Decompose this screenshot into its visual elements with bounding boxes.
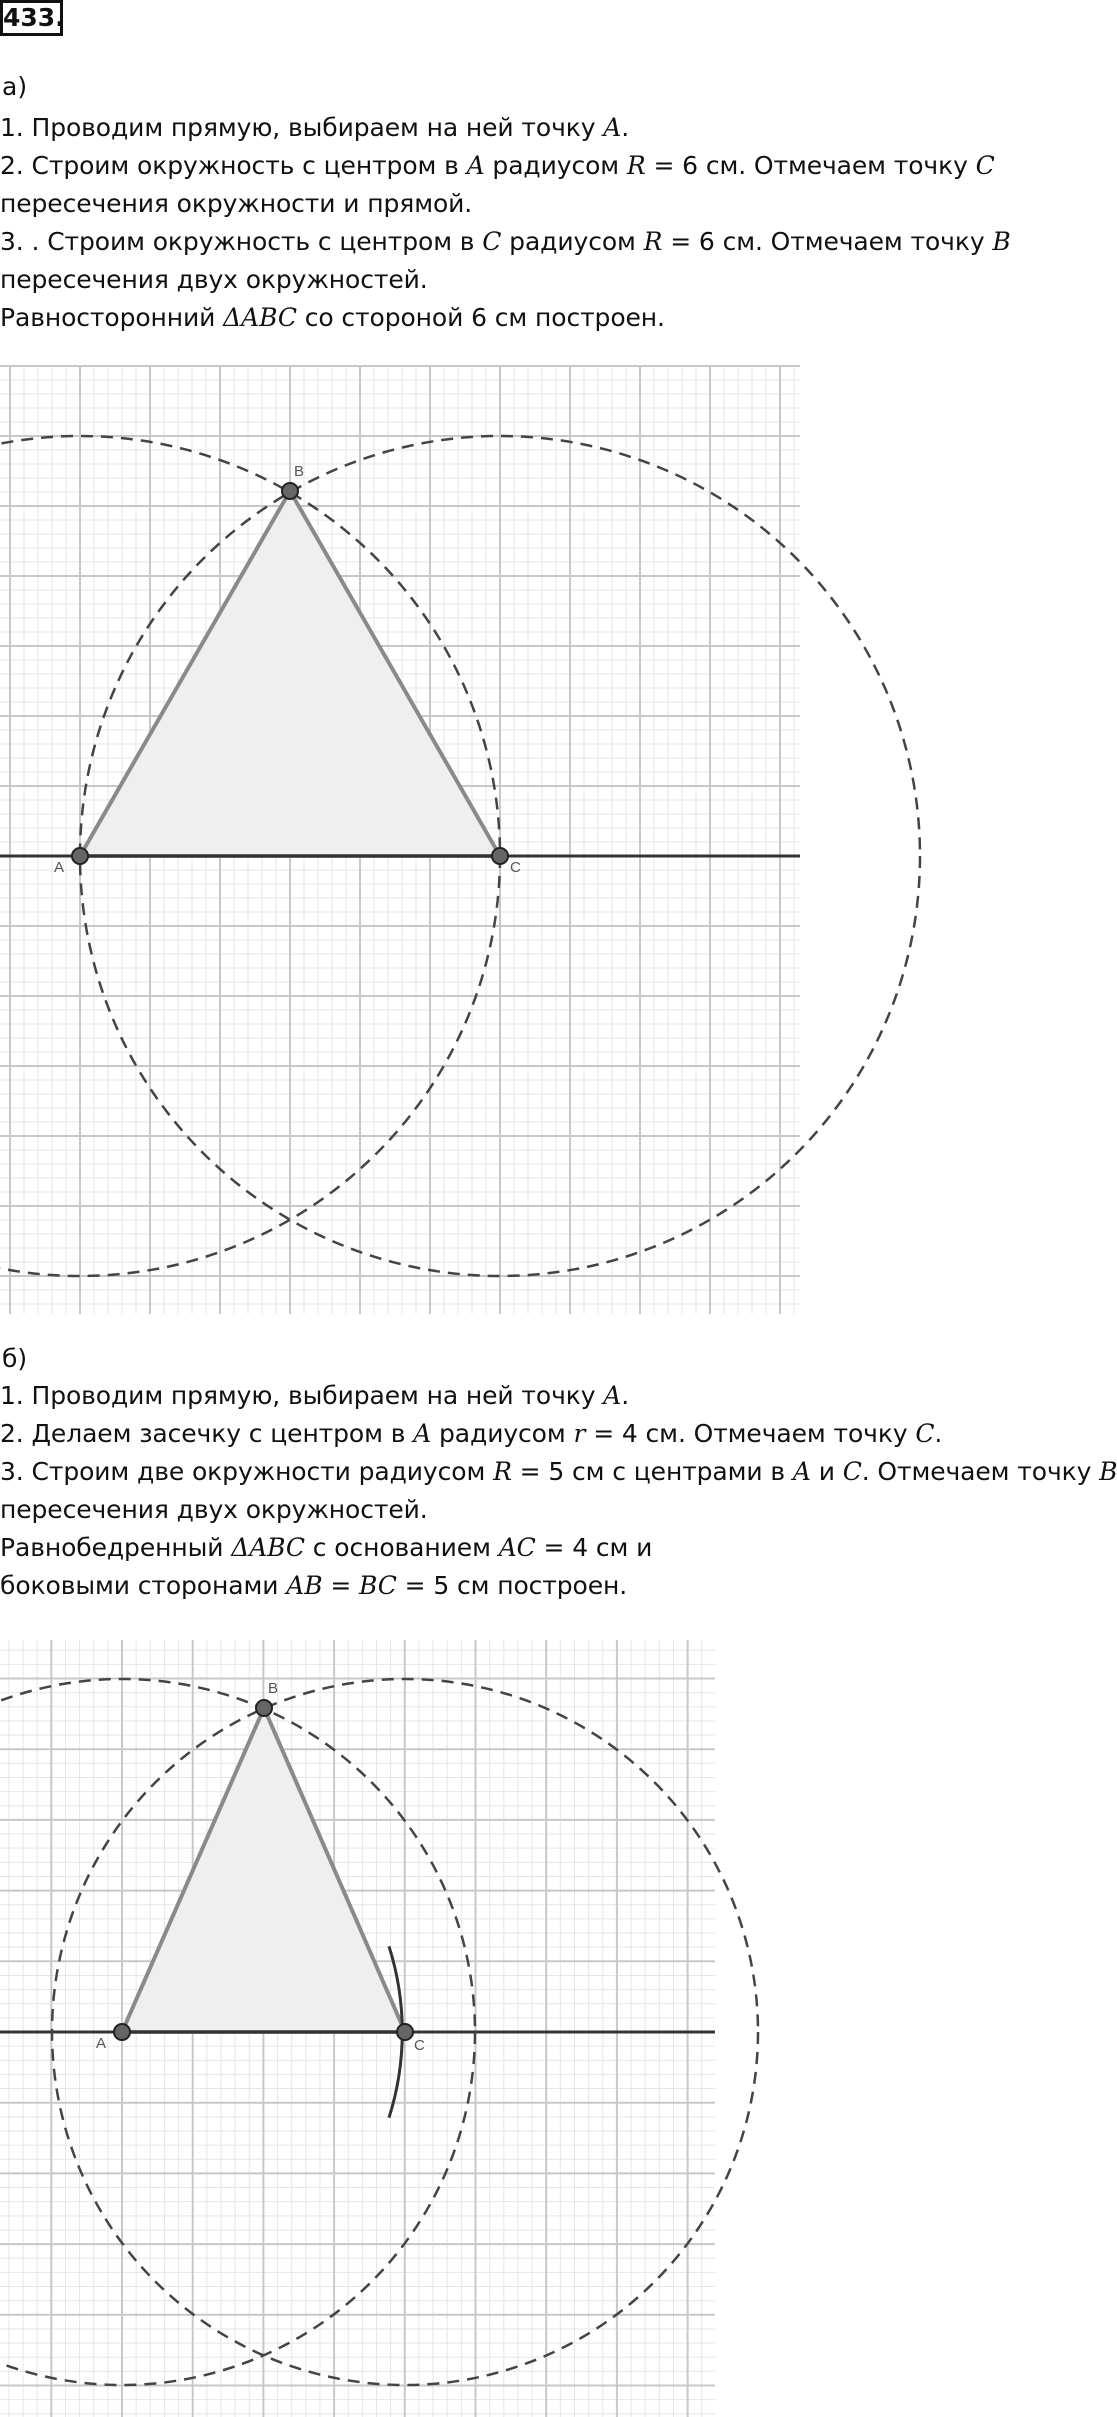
math-symbol: C bbox=[842, 1457, 862, 1486]
label-b: B bbox=[294, 463, 305, 480]
math-symbol: r bbox=[573, 1419, 586, 1448]
label-a: A bbox=[54, 859, 65, 876]
math-symbol: A bbox=[466, 151, 485, 180]
text-fragment: = 6 см. Отмечаем точку bbox=[662, 227, 993, 256]
part-b-step-line bbox=[0, 1419, 942, 1448]
math-symbol: AB bbox=[286, 1571, 323, 1600]
text-fragment: 1. Проводим прямую, выбираем на ней точку bbox=[0, 1381, 604, 1410]
part-a-step-line bbox=[0, 227, 1011, 256]
point-a bbox=[72, 848, 88, 864]
label-a: A bbox=[96, 2035, 107, 2052]
point-a bbox=[114, 2024, 130, 2040]
figure-b-isosceles-construction bbox=[0, 1640, 715, 2417]
text-fragment: радиусом bbox=[484, 151, 627, 180]
text-fragment: Равносторонний bbox=[0, 303, 224, 332]
text-fragment: 1. Проводим прямую, выбираем на ней точку bbox=[0, 113, 604, 142]
text-fragment: и bbox=[810, 1457, 843, 1486]
point-c bbox=[492, 848, 508, 864]
math-symbol: ΔABC bbox=[223, 303, 297, 332]
math-symbol: R bbox=[643, 227, 663, 256]
math-symbol: C bbox=[482, 227, 502, 256]
math-symbol: R bbox=[493, 1457, 512, 1486]
text-fragment: . bbox=[621, 1381, 630, 1410]
text-fragment: = bbox=[322, 1571, 360, 1600]
math-symbol: B bbox=[992, 227, 1011, 256]
part-a-step-line bbox=[0, 113, 629, 142]
text-fragment: с основанием bbox=[304, 1533, 499, 1562]
text-fragment: 2. Делаем засечку с центром в bbox=[0, 1419, 414, 1448]
text-fragment: . bbox=[934, 1419, 943, 1448]
part-a-step-line bbox=[0, 189, 472, 218]
part-b-label: б) bbox=[2, 1344, 28, 1373]
text-fragment: пересечения окружности и прямой. bbox=[0, 189, 473, 218]
text-fragment: . bbox=[621, 113, 630, 142]
text-fragment: радиусом bbox=[501, 227, 644, 256]
text-fragment: со стороной 6 см построен. bbox=[296, 303, 665, 332]
text-fragment: . Отмечаем точку bbox=[861, 1457, 1100, 1486]
text-fragment: боковыми сторонами bbox=[0, 1571, 287, 1600]
math-symbol: A bbox=[603, 1381, 622, 1410]
math-symbol: AC bbox=[498, 1533, 536, 1562]
text-fragment: = 6 см. Отмечаем точку bbox=[645, 151, 976, 180]
part-b-step-line bbox=[0, 1533, 652, 1562]
text-fragment: 3. Строим две окружности радиусом bbox=[0, 1457, 494, 1486]
part-a-step-line bbox=[0, 303, 665, 332]
part-b-step-line bbox=[0, 1571, 627, 1600]
text-fragment: пересечения двух окружностей. bbox=[0, 1495, 428, 1524]
text-fragment: Равнобедренный bbox=[0, 1533, 232, 1562]
part-b-step-line bbox=[0, 1381, 629, 1410]
figure-a-equilateral-construction bbox=[0, 366, 800, 1314]
math-symbol: A bbox=[413, 1419, 432, 1448]
part-a-step-line bbox=[0, 151, 995, 180]
math-symbol: R bbox=[626, 151, 646, 180]
math-symbol: A bbox=[603, 113, 622, 142]
part-b-step-line bbox=[0, 1495, 428, 1524]
text-fragment: 2. Строим окружность с центром в bbox=[0, 151, 467, 180]
problem-number-badge: 433. bbox=[0, 0, 63, 36]
text-fragment: = 4 см. Отмечаем точку bbox=[585, 1419, 916, 1448]
text-fragment: 3. . Строим окружность с центром в bbox=[0, 227, 483, 256]
text-fragment: радиусом bbox=[431, 1419, 574, 1448]
math-symbol: C bbox=[975, 151, 995, 180]
text-fragment: = 5 см построен. bbox=[396, 1571, 628, 1600]
text-fragment: = 4 см и bbox=[535, 1533, 653, 1562]
part-b-step-line bbox=[0, 1457, 1117, 1486]
math-symbol: C bbox=[915, 1419, 935, 1448]
part-a-label: а) bbox=[2, 72, 28, 101]
text-fragment: = 5 см с центрами в bbox=[511, 1457, 793, 1486]
label-b: B bbox=[268, 1680, 279, 1697]
point-b bbox=[282, 483, 298, 499]
label-c: C bbox=[414, 2037, 425, 2054]
math-symbol: A bbox=[792, 1457, 811, 1486]
point-b bbox=[256, 1700, 272, 1716]
text-fragment: пересечения двух окружностей. bbox=[0, 265, 428, 294]
math-symbol: ΔABC bbox=[231, 1533, 305, 1562]
label-c: C bbox=[510, 859, 521, 876]
math-symbol: BC bbox=[359, 1571, 397, 1600]
point-c bbox=[397, 2024, 413, 2040]
math-symbol: B bbox=[1099, 1457, 1117, 1486]
part-a-step-line bbox=[0, 265, 428, 294]
